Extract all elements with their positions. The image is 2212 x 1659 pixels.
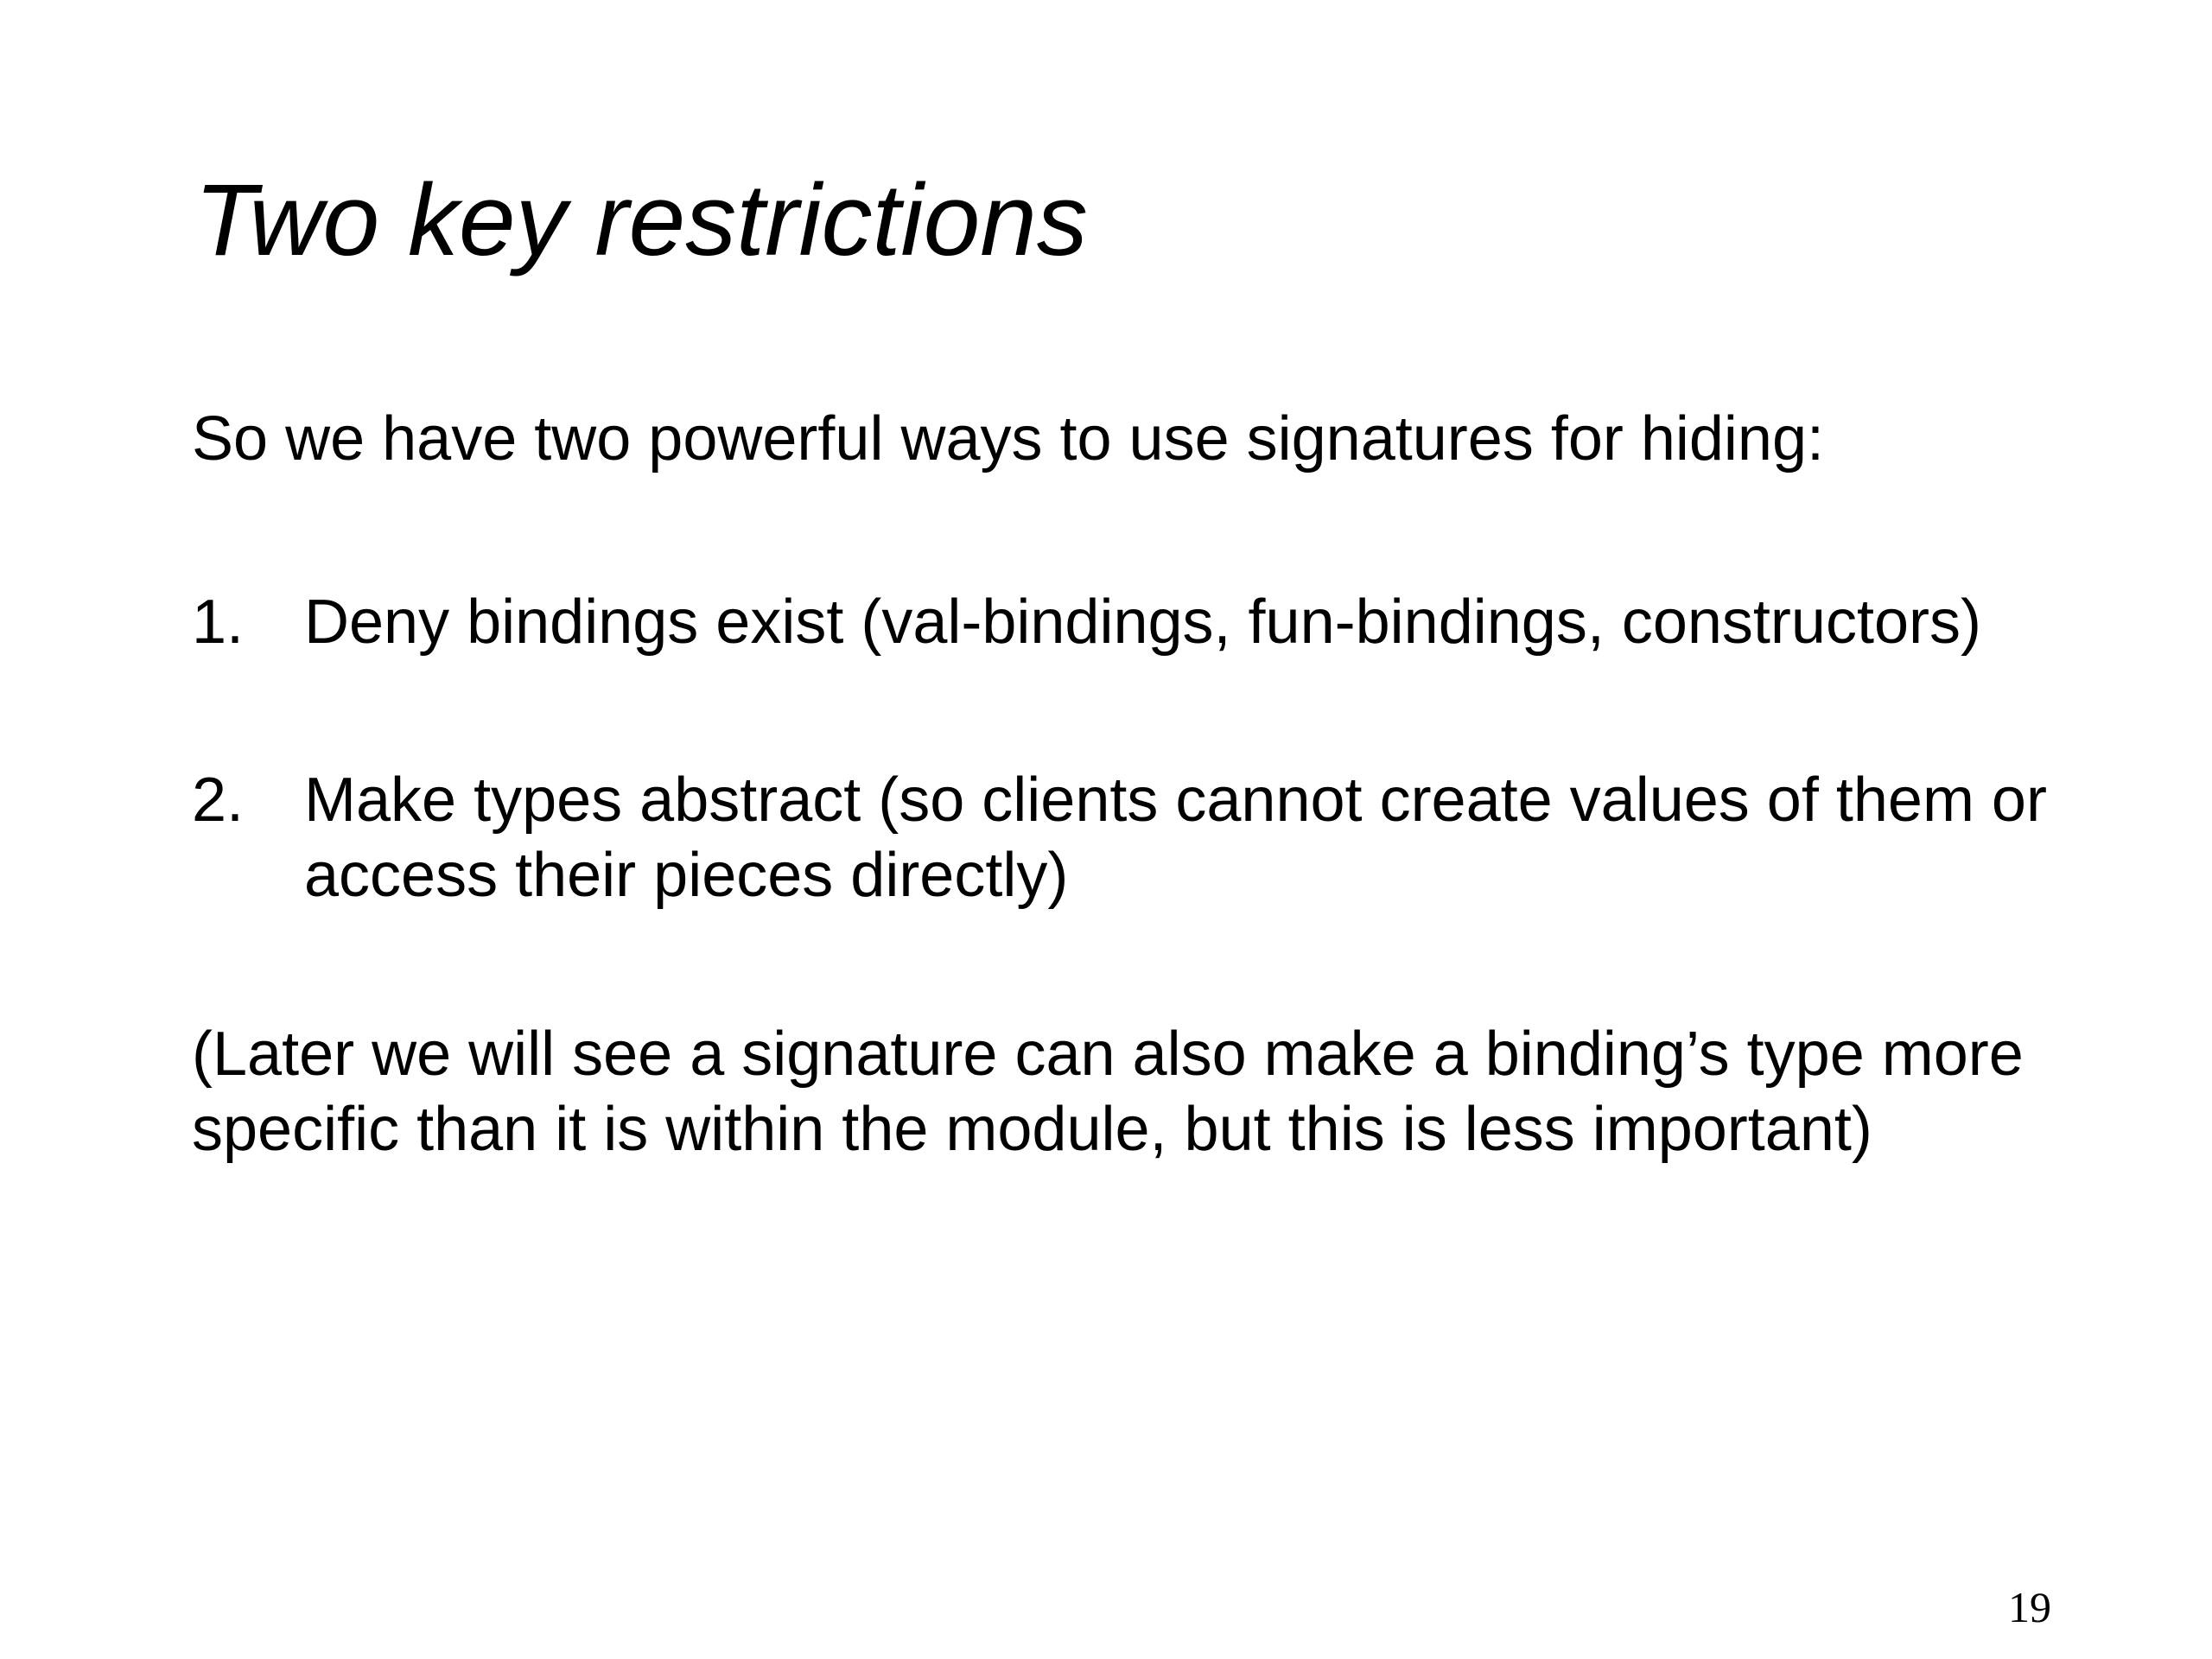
list-item-number: 2.	[192, 766, 245, 835]
list-item-line: Make types abstract (so clients cannot create values of them or	[304, 766, 2047, 835]
list-item-line: access their pieces directly)	[304, 841, 1069, 910]
note-line: specific than it is within the module, but this is less important)	[192, 1095, 1872, 1164]
intro-text: So we have two powerful ways to use signatures for hiding:	[192, 404, 1825, 474]
page-number: 19	[2008, 1583, 2051, 1631]
list-item-text	[304, 763, 2047, 913]
list-item-text	[304, 585, 1981, 660]
list-item-number: 1.	[192, 588, 245, 657]
note-line: (Later we will see a signature can also make a binding’s type more	[192, 1020, 2024, 1089]
list-item-line: Deny bindings exist (val-bindings, fun-bindings, constructors)	[304, 588, 1981, 657]
slide-title: Two key restrictions	[194, 163, 1088, 277]
note-text	[192, 1017, 2024, 1167]
